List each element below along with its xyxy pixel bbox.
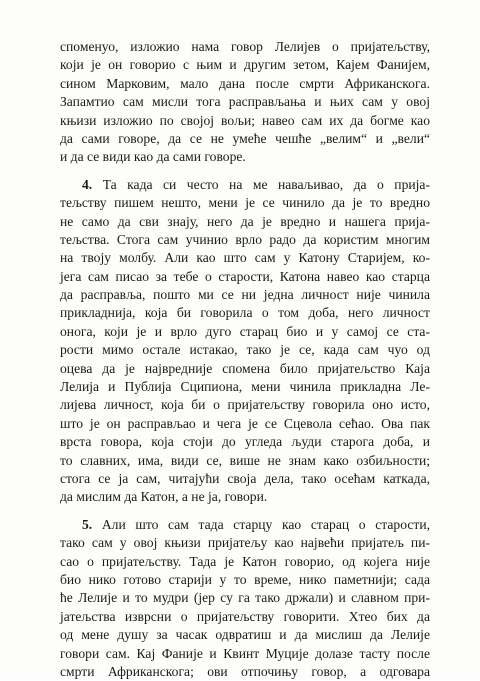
text-line: говори сам. Кај Фаније и Квинт Муције долазе тасту после	[60, 645, 430, 661]
text-line: оцева да је највредније спомена било пријатељство Каја	[60, 360, 430, 376]
text-line: да расправља, пошто ми се ни једна личност није чинила	[60, 287, 430, 303]
text-line: који је он говорио с њим и другим зетом, Кајем Фанијем,	[60, 57, 430, 73]
paragraph-number: 4.	[82, 176, 93, 192]
text-line: књизи изложио по својој вољи; навео сам их да богме као	[60, 112, 430, 128]
text-line: не само да сви знају, него да је вредно и нашега прија-	[60, 213, 430, 229]
text-line: сином Марковим, мало дана после смрти Африканскога.	[60, 75, 430, 91]
text-line: да мислим да Катон, а не ја, говори.	[60, 489, 268, 505]
text-line-body: Али што сам тада старцу као старац о старости,	[101, 516, 430, 532]
paragraph-number: 5.	[82, 516, 93, 532]
text-line: смрти Африканскога; ови отпочињу говор, а одговара	[60, 663, 430, 679]
text-line: лијева личност, која би о пријатељству говорила оно исто,	[60, 397, 430, 413]
text-line: на твоју молбу. Али као што сам у Катону Старијем, ко-	[60, 250, 430, 266]
text-line: јега сам писао за тебе о старости, Катона навео као старца	[60, 268, 430, 284]
text-line: стога се ја сам, читајући своја дела, тако осећам каткада,	[60, 470, 430, 486]
text-line: јатељства изврсни о пријатељству говорити. Хтео бих да	[60, 608, 430, 624]
text-line: био нико готово старији у то време, нико паметнији; сада	[60, 571, 430, 587]
page-text	[60, 38, 430, 681]
text-line: тељству пишем нешто, мени је се чинило да је то вредно	[60, 195, 430, 211]
text-line: рости мимо остале истакао, тако је се, када сам чуо од	[60, 342, 430, 358]
text-line: и да се види као да сами говоре.	[60, 149, 246, 165]
text-line: Запамтио сам мисли тога расправљања и њих сам у овој	[60, 94, 430, 110]
text-line: то славних, има, види се, више не знам како озбиљности;	[60, 452, 430, 468]
text-line: тељства. Стога сам учинио врло радо да користим многим	[60, 231, 430, 247]
text-line: што је он расправљао и чега је се Сцевола сећао. Ова пак	[60, 415, 430, 431]
text-line-body: Та када си често на ме наваљивао, да о прија-	[102, 176, 430, 192]
paragraph-4	[60, 176, 430, 507]
text-line: прикладнија, која би говорила о том доба, него личност	[60, 305, 430, 321]
text-line: од мене душу за часак одвратиш и да мислиш да Лелије	[60, 627, 430, 643]
text-line	[60, 176, 430, 194]
text-line: врста говора, која стоји до угледа људи старога доба, и	[60, 434, 430, 450]
text-line: сао о пријатељству. Тада је Катон говорио, од којега није	[60, 553, 430, 569]
text-line: онога, који је и врло дуго старац био и у самој се ста-	[60, 323, 430, 339]
text-line: тако сам у овој књизи пријатељу као највећи пријатељ пи-	[60, 535, 430, 551]
text-line: да сами говоре, да се не умеће чешће „велим“ и „вели“	[60, 130, 430, 146]
text-line: Лелија и Публија Сципиона, мени чинила прикладна Ле-	[60, 379, 430, 395]
paragraph-5	[60, 516, 430, 681]
text-line	[60, 516, 430, 534]
text-line: споменуо, изложио нама говор Лелијев о пријатељству,	[60, 39, 430, 54]
paragraph-continuation	[60, 38, 430, 167]
text-line: ће Лелије и то мудри (јер су га тако држали) и славном при-	[60, 590, 430, 606]
